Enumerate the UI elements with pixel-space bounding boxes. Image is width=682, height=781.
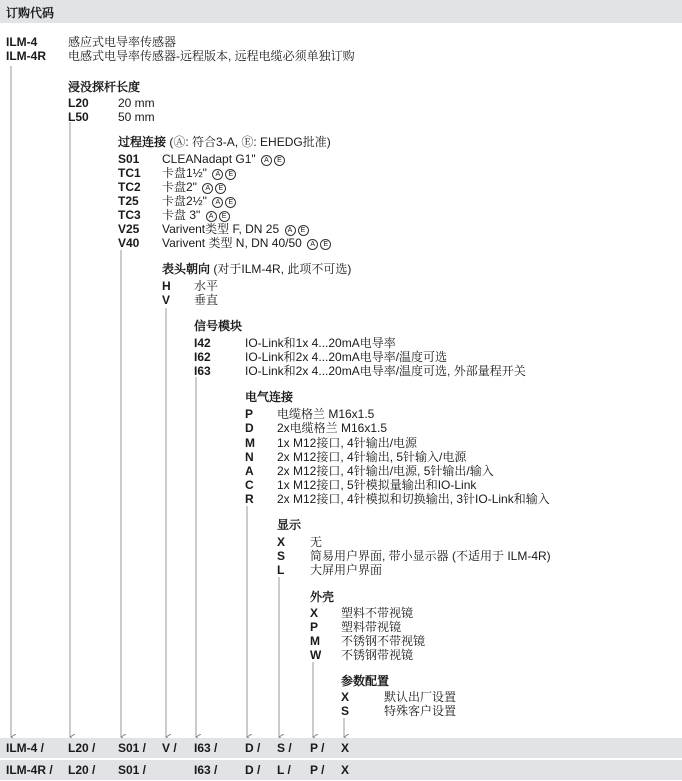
process-code: V40	[118, 236, 140, 250]
ehedg-approval-icon: E	[215, 183, 226, 194]
display-title: 显示	[277, 518, 302, 532]
housing-code: X	[310, 606, 319, 620]
example-code: P /	[310, 763, 325, 777]
params-code: X	[341, 690, 350, 704]
housing-code: M	[310, 634, 320, 648]
process-item	[162, 166, 236, 180]
electrical-desc: 电缆格兰 M16x1.5	[277, 407, 375, 421]
display-code: S	[277, 549, 286, 563]
process-code: V25	[118, 222, 140, 236]
housing-desc: 不锈钢不带视镜	[341, 634, 426, 648]
process-item	[162, 222, 309, 236]
process-item	[162, 180, 226, 194]
electrical-code: R	[245, 492, 254, 506]
base-code: ILM-4R	[6, 49, 46, 63]
process-desc: 卡盘1½"	[162, 166, 207, 180]
example-code: L20 /	[68, 741, 96, 755]
probe-code: L20	[68, 96, 89, 110]
example-code: V /	[162, 741, 177, 755]
params-code: S	[341, 704, 350, 718]
3a-approval-icon: A	[261, 155, 272, 166]
params-title: 参数配置	[341, 674, 390, 688]
ehedg-approval-icon: E	[320, 239, 331, 250]
process-item	[162, 236, 331, 250]
electrical-code: D	[245, 421, 254, 435]
electrical-title: 电气连接	[245, 390, 294, 404]
process-desc: 卡盘2½"	[162, 194, 207, 208]
electrical-code: A	[245, 464, 254, 478]
process-item	[162, 152, 285, 166]
electrical-code: M	[245, 436, 255, 450]
signal-code: I62	[194, 350, 211, 364]
orientation-note: (对于ILM-4R, 此项不可选)	[213, 262, 352, 276]
orientation-desc: 水平	[194, 279, 219, 293]
params-desc: 特殊客户设置	[384, 704, 457, 718]
process-title: 过程连接	[118, 135, 167, 149]
signal-title: 信号模块	[194, 319, 243, 333]
process-desc: CLEANadapt G1"	[162, 152, 256, 166]
signal-code: I42	[194, 336, 211, 350]
process-desc: 卡盘 3"	[162, 208, 201, 222]
electrical-desc: 2x M12接口, 4针模拟和切换输出, 3针IO-Link和输入	[277, 492, 550, 506]
example-code: ILM-4 /	[6, 741, 44, 755]
orientation-code: H	[162, 279, 171, 293]
3a-approval-icon: A	[285, 225, 296, 236]
example-row	[0, 760, 682, 780]
example-code: I63 /	[194, 741, 218, 755]
display-desc: 无	[310, 535, 323, 549]
probe-desc: 50 mm	[118, 110, 155, 124]
electrical-desc: 2x电缆格兰 M16x1.5	[277, 421, 388, 435]
process-code: TC1	[118, 166, 141, 180]
process-code: T25	[118, 194, 139, 208]
process-code: TC2	[118, 180, 141, 194]
process-desc: Varivent类型 F, DN 25	[162, 222, 280, 236]
process-desc: Varivent 类型 N, DN 40/50	[162, 236, 302, 250]
electrical-desc: 1x M12接口, 4针输出/电源	[277, 436, 418, 450]
orientation-code: V	[162, 293, 171, 307]
process-heading	[118, 135, 331, 149]
example-code: L20 /	[68, 763, 96, 777]
3a-approval-icon: A	[307, 239, 318, 250]
housing-desc: 不锈钢带视镜	[341, 648, 414, 662]
electrical-desc: 1x M12接口, 5针模拟量输出和IO-Link	[277, 478, 477, 492]
3a-approval-icon: A	[212, 169, 223, 180]
housing-code: P	[310, 620, 319, 634]
display-desc: 大屏用户界面	[310, 563, 383, 577]
ehedg-approval-icon: E	[274, 155, 285, 166]
housing-desc: 塑料不带视镜	[341, 606, 414, 620]
example-code: X	[341, 741, 350, 755]
electrical-desc: 2x M12接口, 4针输出, 5针输入/电源	[277, 450, 467, 464]
ehedg-approval-icon: E	[225, 197, 236, 208]
header-title: 订购代码	[6, 6, 55, 20]
example-code: D /	[245, 763, 261, 777]
process-desc: 卡盘2"	[162, 180, 197, 194]
probe-desc: 20 mm	[118, 96, 155, 110]
signal-desc: IO-Link和2x 4...20mA电导率/温度可选, 外部量程开关	[245, 364, 526, 378]
example-code: S01 /	[118, 763, 147, 777]
example-code: P /	[310, 741, 325, 755]
process-item	[162, 208, 230, 222]
electrical-code: N	[245, 450, 254, 464]
orientation-heading	[162, 262, 351, 276]
base-code: ILM-4	[6, 35, 38, 49]
signal-code: I63	[194, 364, 211, 378]
probe-title: 浸没探杆长度	[68, 80, 141, 94]
example-code: S /	[277, 741, 292, 755]
housing-title: 外壳	[310, 590, 335, 604]
electrical-desc: 2x M12接口, 4针输出/电源, 5针输出/输入	[277, 464, 494, 478]
process-code: S01	[118, 152, 140, 166]
display-code: X	[277, 535, 286, 549]
housing-code: W	[310, 648, 322, 662]
ehedg-approval-icon: E	[225, 169, 236, 180]
example-code: I63 /	[194, 763, 218, 777]
base-desc: 感应式电导率传感器	[68, 35, 177, 49]
example-code: S01 /	[118, 741, 147, 755]
example-code: ILM-4R /	[6, 763, 53, 777]
3a-approval-icon: A	[202, 183, 213, 194]
base-desc: 电感式电导率传感器-远程版本, 远程电缆必须单独订购	[68, 49, 355, 63]
process-note: (Ⓐ: 符合3-A, Ⓔ: EHEDG批准)	[169, 135, 331, 149]
3a-approval-icon: A	[212, 197, 223, 208]
signal-desc: IO-Link和2x 4...20mA电导率/温度可选	[245, 350, 448, 364]
signal-desc: IO-Link和1x 4...20mA电导率	[245, 336, 396, 350]
process-item	[162, 194, 236, 208]
electrical-code: C	[245, 478, 254, 492]
3a-approval-icon: A	[206, 211, 217, 222]
example-code: X	[341, 763, 350, 777]
display-desc: 简易用户界面, 带小显示器 (不适用于 ILM-4R)	[310, 549, 551, 563]
probe-code: L50	[68, 110, 89, 124]
housing-desc: 塑料带视镜	[341, 620, 402, 634]
ehedg-approval-icon: E	[219, 211, 230, 222]
example-code: L /	[277, 763, 291, 777]
ehedg-approval-icon: E	[298, 225, 309, 236]
params-desc: 默认出厂设置	[384, 690, 457, 704]
display-code: L	[277, 563, 285, 577]
electrical-code: P	[245, 407, 254, 421]
process-code: TC3	[118, 208, 141, 222]
orientation-title: 表头朝向	[162, 262, 211, 276]
orientation-desc: 垂直	[194, 293, 219, 307]
example-row	[0, 738, 682, 758]
example-code: D /	[245, 741, 261, 755]
